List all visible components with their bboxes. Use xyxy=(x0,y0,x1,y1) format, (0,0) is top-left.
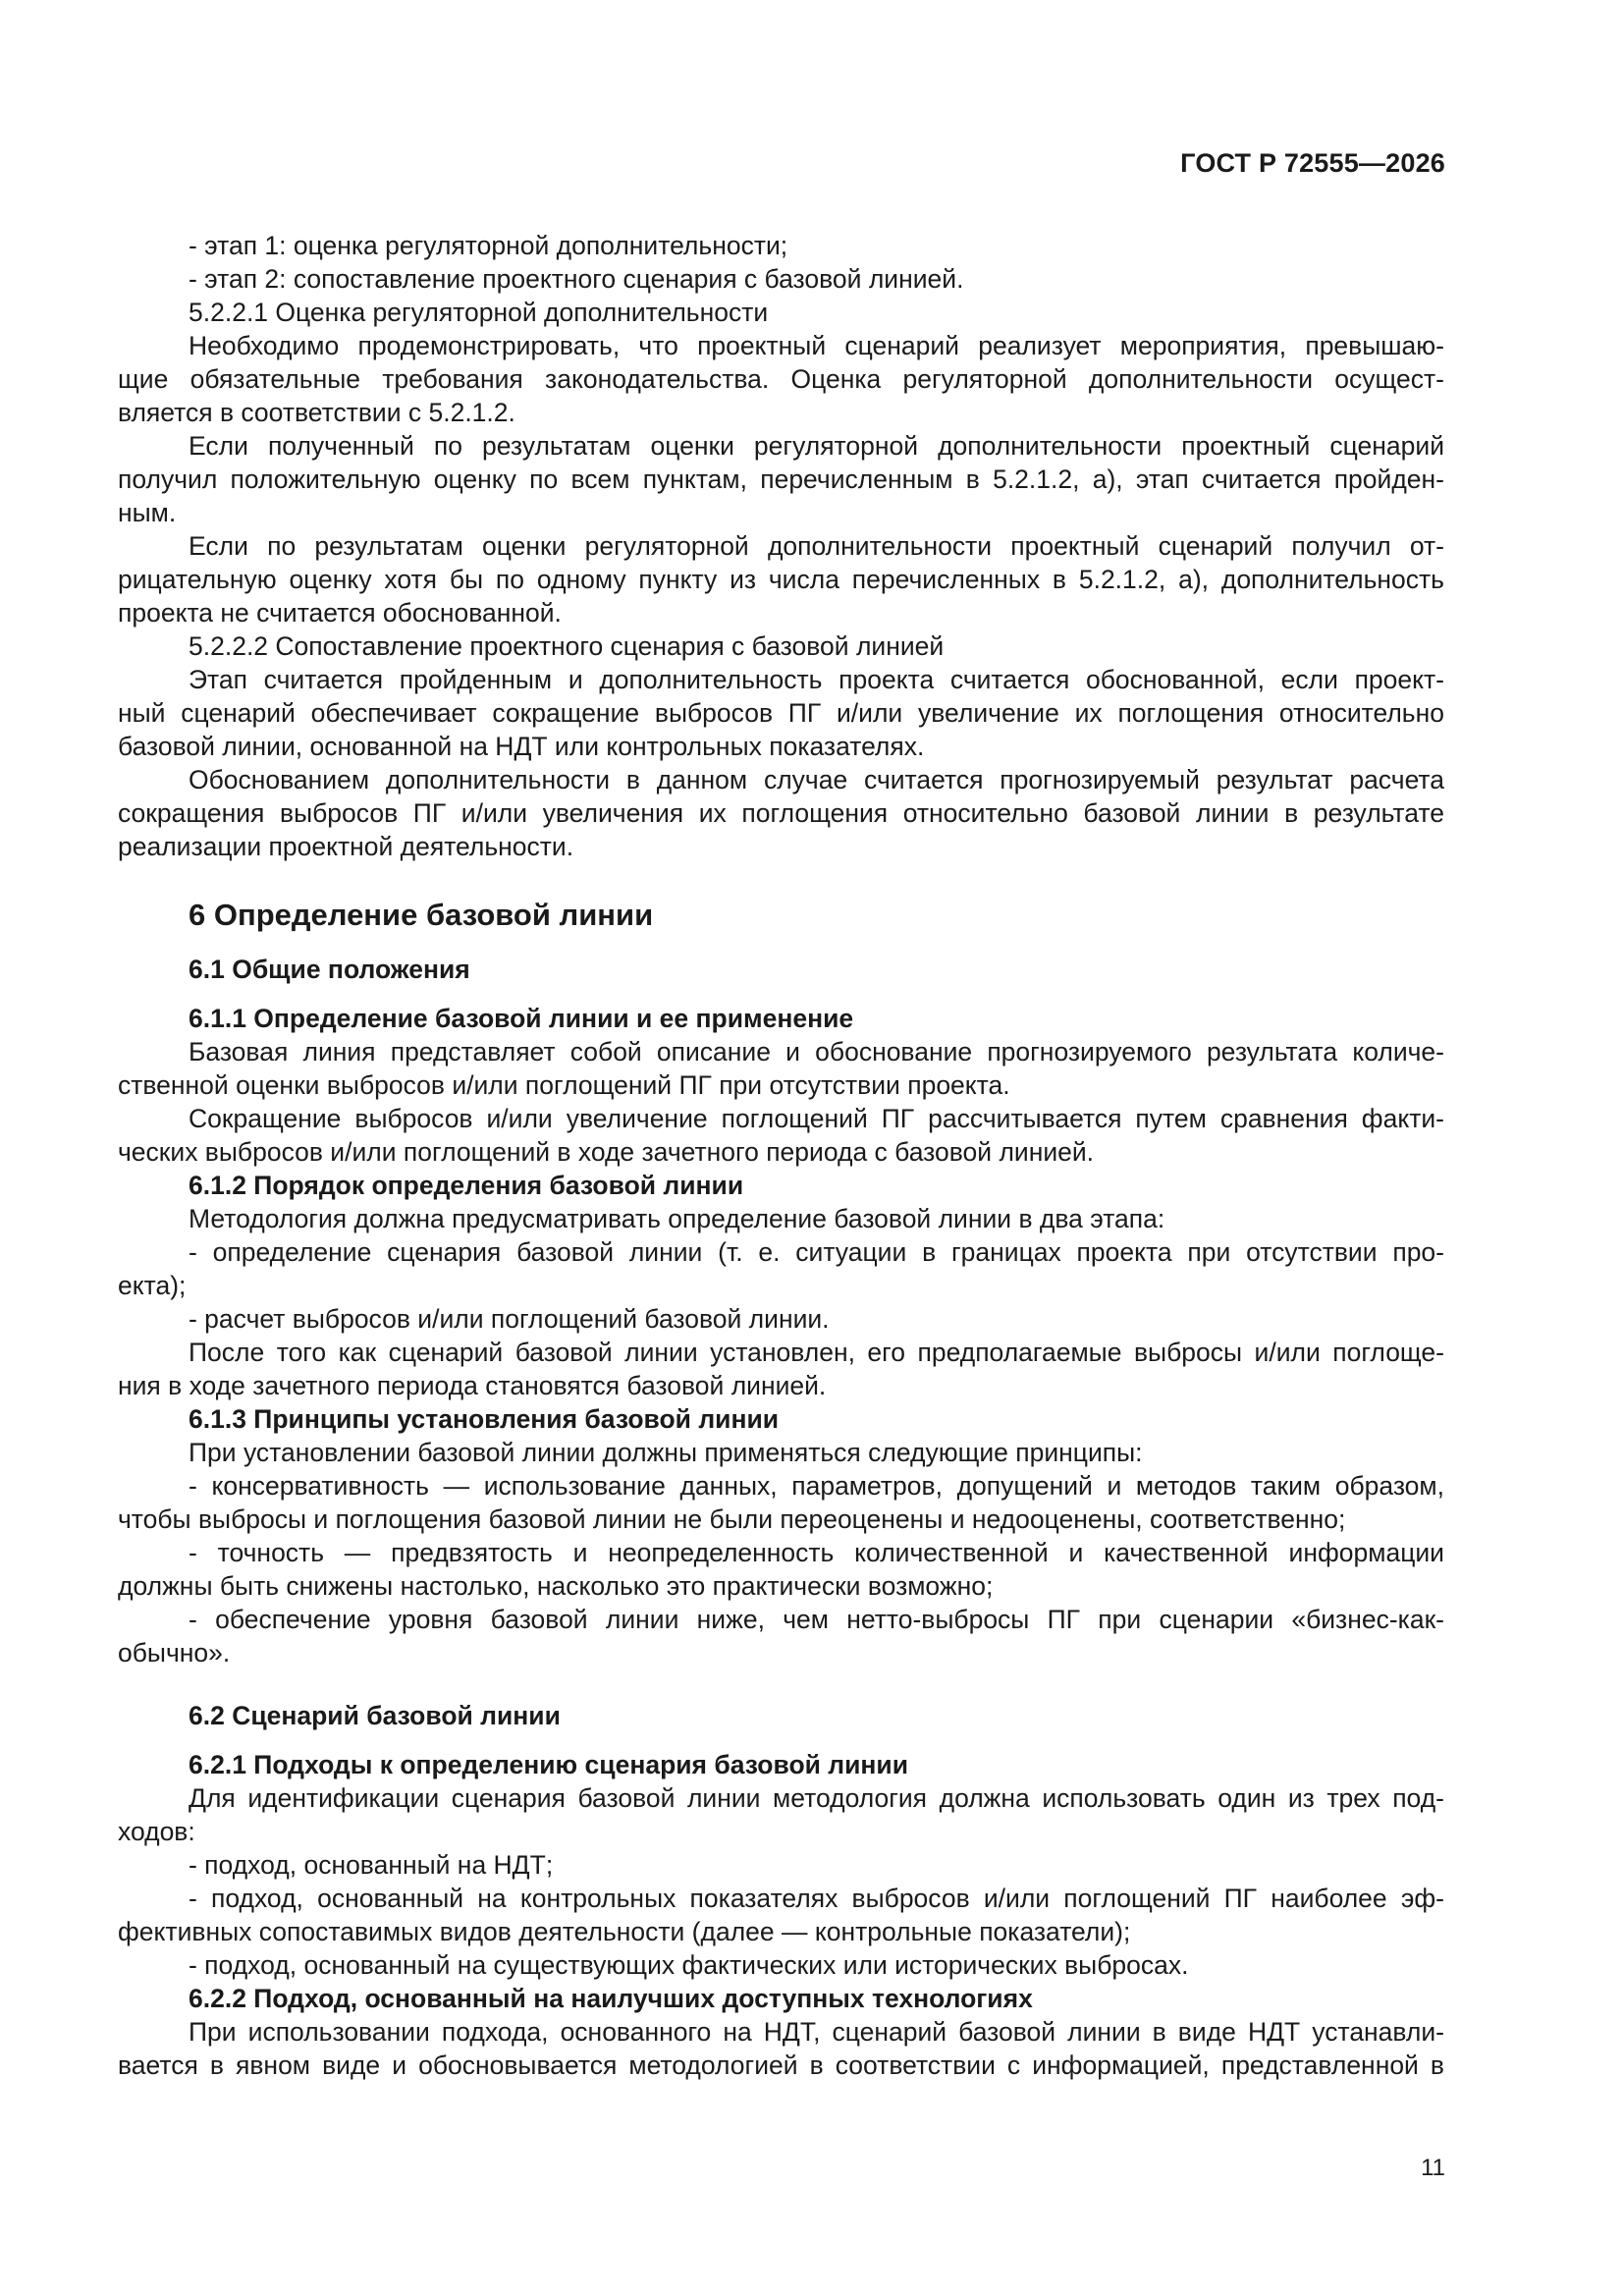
clause-heading: 6.1.2 Порядок определения базовой линии xyxy=(189,1171,744,1200)
section-heading: 6 Определение базовой линии xyxy=(189,898,654,932)
list-item: - этап 2: сопоставление проектного сценария с базовой линией. xyxy=(189,264,964,294)
subsection-heading: 6.1 Общие положения xyxy=(189,955,470,984)
list-item: - обеспечение уровня базовой линии ниже, чем нетто-выбросы ПГ при сценарии «бизнес-как- xyxy=(189,1605,1444,1634)
paragraph-line: реализации проектной деятельности. xyxy=(118,832,574,861)
paragraph-line: Если по результатам оценки регуляторной дополнительности проектный сценарий получил от- xyxy=(189,531,1444,561)
list-item: - подход, основанный на существующих фактических или исторических выбросах. xyxy=(189,1950,1189,1980)
list-item: екта); xyxy=(118,1271,187,1300)
list-item: - консервативность — использование данных, параметров, допущений и методов таким образом, xyxy=(189,1471,1444,1501)
paragraph-line: При использовании подхода, основанного на НДТ, сценарий базовой линии в виде НДТ устанавли- xyxy=(189,2017,1444,2047)
subsection-heading: 6.2 Сценарий базовой линии xyxy=(189,1701,561,1730)
clause-title: 5.2.2.2 Сопоставление проектного сценария с базовой линией xyxy=(189,631,945,661)
list-item: обычно». xyxy=(118,1638,231,1667)
paragraph-line: рицательную оценку хотя бы по одному пункту из числа перечисленных в 5.2.1.2, а), дополнительность xyxy=(118,565,1444,594)
clause-heading: 6.1.1 Определение базовой линии и ее применение xyxy=(189,1004,854,1033)
paragraph-line: ственной оценки выбросов и/или поглощений ПГ при отсутствии проекта. xyxy=(118,1070,1010,1100)
paragraph-line: ным. xyxy=(118,498,177,527)
paragraph-line: Сокращение выбросов и/или увеличение поглощений ПГ рассчитывается путем сравнения факти- xyxy=(189,1104,1444,1133)
list-item: фективных сопоставимых видов деятельности (далее — контрольные показатели); xyxy=(118,1917,1131,1946)
paragraph-line: Этап считается пройденным и дополнительность проекта считается обоснованной, если проект- xyxy=(189,665,1444,694)
paragraph-line: Методология должна предусматривать определение базовой линии в два этапа: xyxy=(189,1204,1165,1233)
paragraph-line: щие обязательные требования законодательства. Оценка регуляторной дополнительности осущест- xyxy=(118,364,1444,394)
list-item: - определение сценария базовой линии (т. е. ситуации в границах проекта при отсутствии про- xyxy=(189,1237,1444,1267)
paragraph-line: Если полученный по результатам оценки регуляторной дополнительности проектный сценарий xyxy=(189,431,1444,461)
paragraph-line: сокращения выбросов ПГ и/или увеличения их поглощения относительно базовой линии в результате xyxy=(118,798,1444,828)
paragraph-line: базовой линии, основанной на НДТ или контрольных показателях. xyxy=(118,732,925,761)
page-body xyxy=(118,229,1444,2082)
list-item: - точность — предвзятость и неопределенность количественной и качественной информации xyxy=(189,1538,1444,1567)
paragraph-line: получил положительную оценку по всем пунктам, перечисленным в 5.2.1.2, а), этап считается пройден- xyxy=(118,465,1444,494)
clause-heading: 6.2.1 Подходы к определению сценария базовой линии xyxy=(189,1750,908,1779)
paragraph-line: При установлении базовой линии должны применяться следующие принципы: xyxy=(189,1438,1143,1467)
paragraph-line: вается в явном виде и обосновывается методологией в соответствии с информацией, представленной в xyxy=(118,2050,1444,2080)
page-number: 11 xyxy=(1421,2155,1445,2181)
clause-heading: 6.2.2 Подход, основанный на наилучших доступных технологиях xyxy=(189,1984,1033,2013)
paragraph-line: Необходимо продемонстрировать, что проектный сценарий реализует мероприятия, превышаю- xyxy=(189,331,1444,360)
paragraph-line: ния в ходе зачетного периода становятся базовой линией. xyxy=(118,1371,827,1400)
standard-header: ГОСТ Р 72555—2026 xyxy=(1180,148,1445,178)
list-item: чтобы выбросы и поглощения базовой линии не были переоценены и недооценены, соответственно; xyxy=(118,1504,1346,1534)
paragraph-line: проекта не считается обоснованной. xyxy=(118,598,562,628)
paragraph-line: ческих выбросов и/или поглощений в ходе зачетного периода с базовой линией. xyxy=(118,1137,1095,1167)
list-item: - расчет выбросов и/или поглощений базовой линии. xyxy=(189,1304,830,1334)
list-item: должны быть снижены настолько, насколько это практически возможно; xyxy=(118,1571,994,1601)
paragraph-line: Для идентификации сценария базовой линии методология должна использовать один из трех под- xyxy=(189,1783,1444,1813)
clause-heading: 6.1.3 Принципы установления базовой линии xyxy=(189,1404,780,1434)
paragraph-line: Базовая линия представляет собой описание и обоснование прогнозируемого результата количе- xyxy=(189,1037,1444,1066)
clause-title: 5.2.2.1 Оценка регуляторной дополнительности xyxy=(189,298,769,327)
paragraph-line: Обоснованием дополнительности в данном случае считается прогнозируемый результат расчета xyxy=(189,765,1444,794)
paragraph-line: ходов: xyxy=(118,1817,195,1846)
paragraph-line: После того как сценарий базовой линии установлен, его предполагаемые выбросы и/или поглоще- xyxy=(189,1338,1444,1367)
paragraph-line: вляется в соответствии с 5.2.1.2. xyxy=(118,398,515,427)
list-item: - подход, основанный на НДТ; xyxy=(189,1850,554,1880)
list-item: - подход, основанный на контрольных показателях выбросов и/или поглощений ПГ наиболее эф- xyxy=(189,1884,1444,1913)
paragraph-line: ный сценарий обеспечивает сокращение выбросов ПГ и/или увеличение их поглощения относительно xyxy=(118,698,1444,728)
list-item: - этап 1: оценка регуляторной дополнительности; xyxy=(189,231,788,260)
